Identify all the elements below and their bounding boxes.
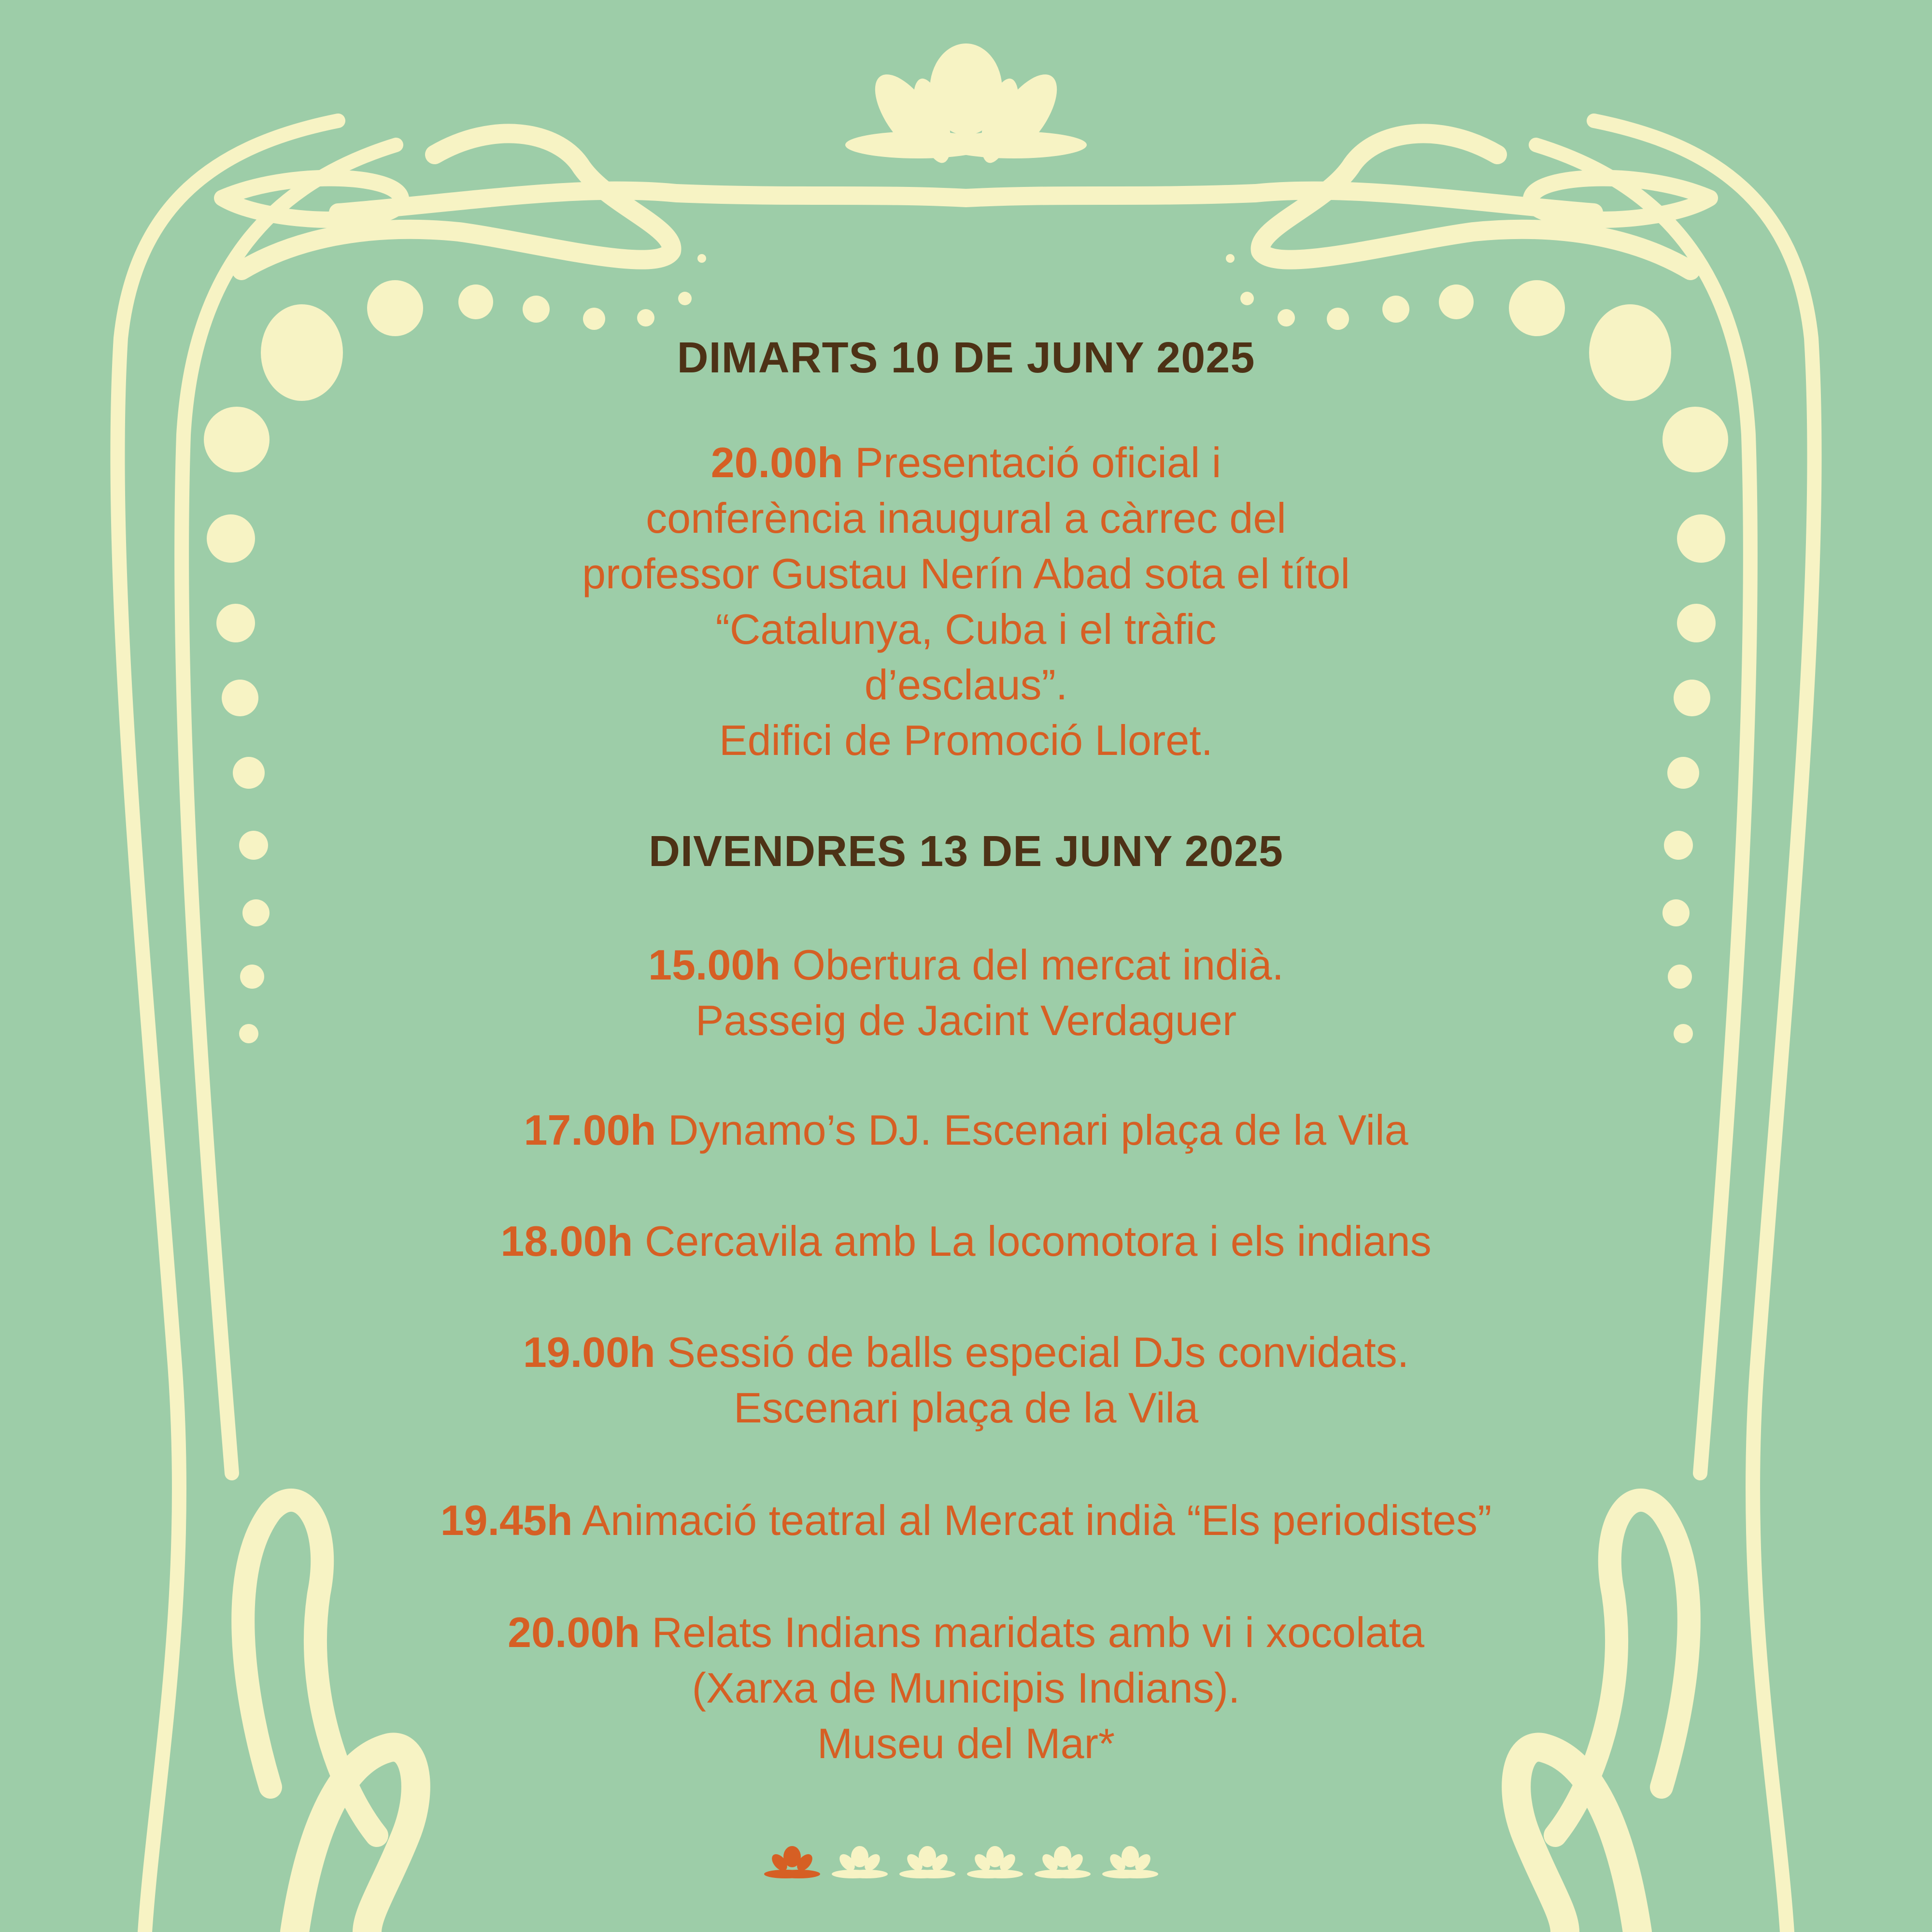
right-bottom-curl-2 bbox=[1516, 1747, 1637, 1932]
shell-icon[interactable] bbox=[1035, 1846, 1091, 1878]
event-time: 18.00h bbox=[500, 1217, 633, 1265]
day-heading-1: DIMARTS 10 DE JUNY 2025 bbox=[677, 334, 1255, 382]
event-line: (Xarxa de Municipis Indians). bbox=[692, 1664, 1240, 1712]
event-line: Passeig de Jacint Verdaguer bbox=[695, 996, 1237, 1044]
shell-icon[interactable] bbox=[1102, 1846, 1158, 1878]
event-day2-2 bbox=[0, 1102, 1932, 1158]
event-day2-1 bbox=[0, 937, 1932, 1048]
event-text: Dynamo’s DJ. Escenari plaça de la Vila bbox=[668, 1106, 1408, 1154]
event-text: Relats Indians maridats amb vi i xocolata bbox=[652, 1608, 1424, 1656]
event-day1-1 bbox=[0, 435, 1932, 768]
event-day2-6 bbox=[0, 1605, 1932, 1771]
event-line: conferència inaugural a càrrec del bbox=[646, 494, 1286, 542]
event-line: Edifici de Promoció Lloret. bbox=[719, 716, 1213, 764]
event-line: Escenari plaça de la Vila bbox=[733, 1384, 1199, 1432]
event-time: 20.00h bbox=[710, 439, 843, 486]
event-line bbox=[0, 937, 1932, 993]
shell-icon[interactable] bbox=[899, 1846, 955, 1878]
event-text: Presentació oficial i bbox=[855, 439, 1222, 486]
event-line: d’esclaus”. bbox=[864, 661, 1068, 709]
left-bottom-curl-2 bbox=[295, 1747, 416, 1932]
shell-icon[interactable] bbox=[967, 1846, 1023, 1878]
event-text: Cercavila amb La locomotora i els indians bbox=[644, 1217, 1432, 1265]
event-text: Animació teatral al Mercat indià “Els periodistes” bbox=[582, 1496, 1492, 1544]
day-heading-2: DIVENDRES 13 DE JUNY 2025 bbox=[649, 827, 1283, 876]
event-day2-4 bbox=[0, 1324, 1932, 1435]
event-time: 19.00h bbox=[523, 1328, 655, 1376]
event-line bbox=[0, 435, 1932, 490]
page-indicator[interactable] bbox=[758, 1844, 1174, 1883]
event-text: Sessió de balls especial DJs convidats. bbox=[667, 1328, 1409, 1376]
event-line bbox=[0, 1492, 1932, 1548]
event-line bbox=[0, 1102, 1932, 1158]
event-line: professor Gustau Nerín Abad sota el títol bbox=[582, 550, 1350, 597]
event-day2-3 bbox=[0, 1213, 1932, 1269]
event-line bbox=[0, 1324, 1932, 1380]
event-time: 15.00h bbox=[648, 941, 781, 989]
event-line: Museu del Mar* bbox=[817, 1719, 1115, 1767]
shell-icon[interactable] bbox=[764, 1846, 820, 1878]
top-shell-ornament bbox=[845, 43, 1087, 168]
event-time: 17.00h bbox=[524, 1106, 656, 1154]
event-line bbox=[0, 1605, 1932, 1660]
event-line: “Catalunya, Cuba i el tràfic bbox=[715, 605, 1217, 653]
event-time: 19.45h bbox=[440, 1496, 573, 1544]
event-day2-5 bbox=[0, 1492, 1932, 1548]
shell-icon[interactable] bbox=[832, 1846, 888, 1878]
event-time: 20.00h bbox=[508, 1608, 640, 1656]
top-flourish-line bbox=[338, 191, 1594, 213]
event-text: Obertura del mercat indià. bbox=[792, 941, 1284, 989]
event-line bbox=[0, 1213, 1932, 1269]
